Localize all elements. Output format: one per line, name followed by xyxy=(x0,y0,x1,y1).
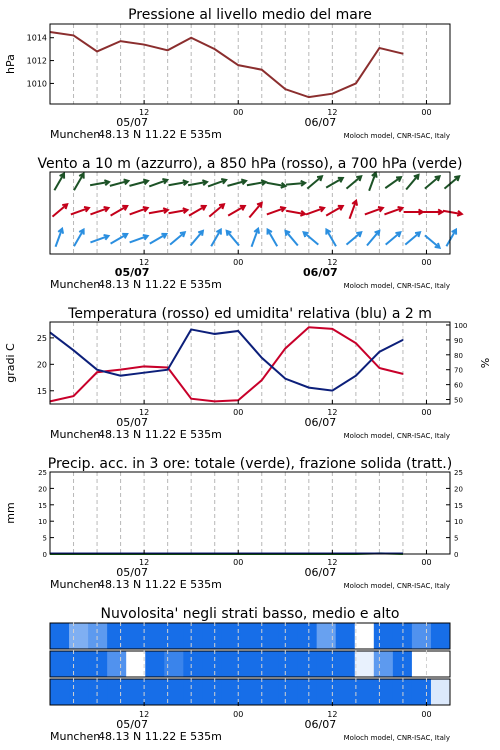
temp_rh-data-point xyxy=(96,369,97,370)
pressure-series-line xyxy=(50,32,403,97)
temp_rh-y2tick-label: 60 xyxy=(454,381,463,390)
wind-arrow xyxy=(169,208,188,213)
wind-arrow xyxy=(74,230,84,247)
pressure-data-point xyxy=(355,83,356,84)
clouds-cell xyxy=(374,679,394,705)
temp_rh-data-point xyxy=(96,372,97,373)
clouds-cell xyxy=(336,679,356,705)
precip-xtick-label: 12 xyxy=(327,558,338,567)
clouds-cell xyxy=(88,623,108,649)
temp_rh-date-label: 06/07 xyxy=(304,416,337,429)
pressure-data-point xyxy=(191,37,192,38)
temp_rh-data-point xyxy=(332,328,333,329)
wind-arrow xyxy=(170,232,185,244)
clouds-cell xyxy=(260,679,280,705)
precip-ytick-label: 15 xyxy=(38,501,47,510)
clouds-location-name: Munchen xyxy=(50,730,101,743)
wind-arrow xyxy=(286,211,305,216)
temp_rh-y2tick-label: 70 xyxy=(454,366,463,375)
clouds-xtick-label: 00 xyxy=(421,710,432,719)
pressure-ytick-label: 1014 xyxy=(26,33,47,43)
precip-frame xyxy=(50,472,450,554)
wind-arrow xyxy=(444,176,459,188)
wind-arrow xyxy=(208,179,226,187)
clouds-cell xyxy=(317,623,337,649)
clouds-cell xyxy=(412,623,432,649)
precip-ylabel: mm xyxy=(4,502,17,524)
temp_rh-data-point xyxy=(332,390,333,391)
wind-title: Vento a 10 m (azzurro), a 850 hPa (rosso), a 700 hPa (verde) xyxy=(37,156,463,172)
temp_rh-xtick-label: 12 xyxy=(327,408,338,417)
temp_rh-data-point xyxy=(402,373,403,374)
precip-title: Precip. acc. in 3 ore: totale (verde), frazione solida (tratt.) xyxy=(47,456,453,472)
wind-arrow-shaft xyxy=(249,203,261,218)
temp_rh-ytick-label: 25 xyxy=(36,333,47,343)
temp_rh-data-point xyxy=(167,369,168,370)
pressure-frame xyxy=(50,24,450,104)
pressure-data-point xyxy=(214,49,215,50)
clouds-cell xyxy=(431,623,451,649)
wind-arrow-shaft xyxy=(170,232,185,244)
wind-arrow xyxy=(129,180,148,186)
temp_rh-y2tick-label: 100 xyxy=(454,321,468,330)
temp_rh-data-point xyxy=(214,333,215,334)
wind-arrow xyxy=(268,230,278,247)
clouds-cell xyxy=(126,651,146,677)
wind-arrow xyxy=(227,180,246,186)
clouds-cell xyxy=(279,651,299,677)
wind-arrow-shaft xyxy=(425,176,440,188)
precip-xtick-label: 12 xyxy=(139,558,150,567)
wind-arrow xyxy=(267,183,286,188)
wind-location-coords: 48.13 N 11.22 E 535m xyxy=(98,278,222,291)
temp_rh-data-point xyxy=(308,387,309,388)
wind-arrow xyxy=(110,180,129,186)
clouds-cell xyxy=(69,623,89,649)
wind-arrow-shaft xyxy=(346,176,361,188)
wind-location-name: Munchen xyxy=(50,278,101,291)
wind-arrow-shaft xyxy=(227,231,239,246)
wind-arrow xyxy=(425,176,440,188)
clouds-cell xyxy=(240,679,260,705)
wind-arrow xyxy=(169,180,188,185)
wind-xtick-label: 12 xyxy=(327,258,338,267)
pressure-data-point xyxy=(167,50,168,51)
clouds-cell xyxy=(183,679,203,705)
clouds-cell xyxy=(69,679,89,705)
temp_rh-y2tick-label: 90 xyxy=(454,336,463,345)
wind-arrow-shaft xyxy=(211,230,221,247)
wind-arrow-shaft xyxy=(74,230,84,247)
clouds-cell xyxy=(431,651,451,677)
clouds-xtick-label: 00 xyxy=(233,710,244,719)
clouds-cell xyxy=(355,651,375,677)
clouds-cell xyxy=(374,623,394,649)
pressure-data-point xyxy=(144,44,145,45)
pressure-xtick-label: 12 xyxy=(139,108,150,117)
wind-xtick-label: 12 xyxy=(139,258,150,267)
wind-arrow-shaft xyxy=(209,204,224,216)
temp_rh-series-line xyxy=(50,327,403,401)
clouds-cell xyxy=(279,679,299,705)
clouds-cell xyxy=(145,651,165,677)
pressure-data-point xyxy=(285,89,286,90)
temp_rh-data-point xyxy=(379,351,380,352)
temp_rh-ytick-label: 20 xyxy=(36,360,47,370)
clouds-location-coords: 48.13 N 11.22 E 535m xyxy=(98,730,222,743)
wind-xtick-label: 00 xyxy=(233,258,244,267)
wind-arrow-shaft xyxy=(228,206,245,216)
temp_rh-data-point xyxy=(308,327,309,328)
pressure-data-point xyxy=(120,41,121,42)
clouds-cell xyxy=(202,651,222,677)
clouds-cell xyxy=(107,651,127,677)
clouds-cell xyxy=(431,679,451,705)
wind-arrow xyxy=(111,234,128,244)
precip-y2tick-label: 0 xyxy=(454,551,459,559)
precip-xtick-label: 00 xyxy=(421,558,432,567)
clouds-cell xyxy=(69,651,89,677)
wind-arrow xyxy=(149,179,167,187)
clouds-xtick-label: 12 xyxy=(327,710,338,719)
clouds-cell xyxy=(336,623,356,649)
clouds-cell xyxy=(88,651,108,677)
pressure-data-point xyxy=(96,51,97,52)
wind-arrow xyxy=(304,232,319,244)
clouds-cell xyxy=(355,679,375,705)
precip-y2tick-label: 5 xyxy=(454,534,459,543)
clouds-cell xyxy=(260,623,280,649)
temp_rh-data-point xyxy=(191,329,192,330)
clouds-cell xyxy=(240,623,260,649)
wind-arrow-shaft xyxy=(74,174,84,191)
pressure-xtick-label: 12 xyxy=(327,108,338,117)
wind-arrow xyxy=(227,231,239,246)
clouds-cell xyxy=(355,623,375,649)
wind-arrow xyxy=(191,231,203,246)
pressure-ytick-label: 1010 xyxy=(26,79,47,89)
clouds-cell xyxy=(317,679,337,705)
precip-model-credit: Moloch model, CNR-ISAC, Italy xyxy=(343,582,450,590)
wind-date-label: 06/07 xyxy=(303,266,338,279)
temp_rh-xtick-label: 00 xyxy=(421,408,432,417)
precip-ytick-label: 20 xyxy=(38,485,47,494)
temp_rh-date-label: 05/07 xyxy=(116,416,148,429)
precip-date-label: 05/07 xyxy=(116,566,148,579)
wind-arrow xyxy=(369,173,377,191)
clouds-cell xyxy=(88,679,108,705)
clouds-cell xyxy=(183,623,203,649)
precip-ytick-label: 10 xyxy=(38,518,47,527)
wind-arrow xyxy=(365,207,383,215)
temp_rh-data-point xyxy=(120,375,121,376)
wind-arrow-shaft xyxy=(386,232,401,244)
wind-arrow-shaft xyxy=(367,231,379,246)
precip-ytick-label: 0 xyxy=(42,551,47,559)
wind-arrow xyxy=(228,206,245,216)
pressure-data-point xyxy=(261,69,262,70)
clouds-xtick-label: 12 xyxy=(139,710,150,719)
wind-arrow-shaft xyxy=(444,176,459,188)
wind-arrow xyxy=(252,229,260,247)
temp_rh-data-point xyxy=(285,378,286,379)
pressure-data-point xyxy=(379,47,380,48)
wind-arrow-shaft xyxy=(326,178,343,188)
precip-y2tick-label: 10 xyxy=(454,518,463,527)
clouds-cell xyxy=(50,679,70,705)
clouds-cell xyxy=(50,651,70,677)
pressure-location-coords: 48.13 N 11.22 E 535m xyxy=(98,128,222,141)
temp_rh-data-point xyxy=(285,348,286,349)
precip-y2tick-label: 20 xyxy=(454,485,463,494)
clouds-cell xyxy=(412,651,432,677)
clouds-cell xyxy=(374,651,394,677)
temp_rh-ytick-label: 15 xyxy=(36,386,47,396)
wind-arrow xyxy=(425,235,440,247)
precip-location-coords: 48.13 N 11.22 E 535m xyxy=(98,578,222,591)
wind-arrow-shaft xyxy=(191,231,203,246)
wind-arrow xyxy=(247,180,266,185)
clouds-cell xyxy=(298,679,318,705)
pressure-xtick-label: 00 xyxy=(421,108,432,117)
wind-arrow xyxy=(346,232,361,244)
wind-xtick-label: 00 xyxy=(421,258,432,267)
clouds-cell xyxy=(298,623,318,649)
pressure-model-credit: Moloch model, CNR-ISAC, Italy xyxy=(343,132,450,140)
temp_rh-data-point xyxy=(120,369,121,370)
temp_rh-xtick-label: 12 xyxy=(139,408,150,417)
temp_rh-location-coords: 48.13 N 11.22 E 535m xyxy=(98,428,222,441)
temp_rh-title: Temperatura (rosso) ed umidita' relativa (blu) a 2 m xyxy=(68,306,432,322)
temp_rh-data-point xyxy=(261,380,262,381)
wind-arrow xyxy=(286,181,305,186)
wind-arrow xyxy=(367,231,379,246)
wind-arrow-shaft xyxy=(326,206,343,216)
precip-location-name: Munchen xyxy=(50,578,101,591)
wind-arrow xyxy=(326,206,343,216)
temp_rh-ylabel: gradi C xyxy=(4,343,17,383)
pressure-title: Pressione al livello medio del mare xyxy=(128,7,372,23)
wind-arrow xyxy=(149,208,168,213)
wind-arrow-shaft xyxy=(268,230,278,247)
wind-arrow-shaft xyxy=(385,177,401,188)
clouds-model-credit: Moloch model, CNR-ISAC, Italy xyxy=(343,734,450,742)
wind-arrow xyxy=(211,230,221,247)
wind-arrow xyxy=(249,203,261,218)
wind-arrow xyxy=(446,230,456,247)
wind-arrow-shaft xyxy=(446,230,456,247)
wind-arrow xyxy=(385,177,401,188)
wind-arrow-shaft xyxy=(111,206,128,216)
wind-arrow xyxy=(307,176,322,188)
temp_rh-data-point xyxy=(73,395,74,396)
temp_rh-data-point xyxy=(191,398,192,399)
wind-arrow xyxy=(386,232,401,244)
wind-arrow xyxy=(326,230,336,247)
wind-arrow-shaft xyxy=(54,174,64,191)
clouds-cell xyxy=(240,651,260,677)
temp_rh-data-point xyxy=(214,401,215,402)
clouds-cell xyxy=(260,651,280,677)
pressure-ytick-label: 1012 xyxy=(26,56,47,66)
wind-arrow-shaft xyxy=(425,235,440,247)
clouds-cell xyxy=(126,679,146,705)
wind-arrow xyxy=(267,207,285,215)
temp_rh-data-point xyxy=(379,367,380,368)
clouds-cell xyxy=(145,679,165,705)
temp_rh-data-point xyxy=(144,366,145,367)
precip-ytick-label: 25 xyxy=(38,469,47,477)
pressure-data-point xyxy=(308,97,309,98)
wind-arrow xyxy=(111,206,128,216)
wind-arrow-shaft xyxy=(405,232,420,244)
clouds-cell xyxy=(107,679,127,705)
temp_rh-y2label: % xyxy=(479,357,492,369)
temp_rh-data-point xyxy=(238,330,239,331)
temp_rh-data-point xyxy=(355,375,356,376)
clouds-cell xyxy=(50,623,70,649)
wind-arrow-shaft xyxy=(307,176,322,188)
pressure-xtick-label: 00 xyxy=(233,108,244,117)
precip-xtick-label: 00 xyxy=(233,558,244,567)
temp_rh-data-point xyxy=(144,372,145,373)
temp_rh-y2tick-label: 50 xyxy=(454,396,463,405)
wind-arrow-shaft xyxy=(326,230,336,247)
pressure-data-point xyxy=(402,53,403,54)
wind-arrow xyxy=(130,235,148,243)
clouds-cell xyxy=(298,651,318,677)
wind-arrow xyxy=(405,232,420,244)
wind-arrow xyxy=(150,234,167,244)
wind-date-label: 05/07 xyxy=(114,266,150,279)
wind-arrow-shaft xyxy=(52,204,67,216)
wind-arrow xyxy=(406,175,418,190)
wind-arrow xyxy=(56,229,64,247)
wind-arrow xyxy=(52,204,67,216)
pressure-data-point xyxy=(332,93,333,94)
wind-arrow xyxy=(130,207,148,215)
wind-arrow xyxy=(209,204,224,216)
wind-model-credit: Moloch model, CNR-ISAC, Italy xyxy=(343,282,450,290)
clouds-cell xyxy=(145,623,165,649)
precip-ytick-label: 5 xyxy=(42,534,47,543)
clouds-cell xyxy=(202,623,222,649)
pressure-data-point xyxy=(238,65,239,66)
wind-arrow xyxy=(285,231,297,246)
wind-arrow xyxy=(90,207,108,215)
temp_rh-xtick-label: 00 xyxy=(233,408,244,417)
precip-date-label: 06/07 xyxy=(304,566,337,579)
clouds-cell xyxy=(317,651,337,677)
temp_rh-frame xyxy=(50,322,450,404)
temp_rh-model-credit: Moloch model, CNR-ISAC, Italy xyxy=(343,432,450,440)
clouds-cell xyxy=(336,651,356,677)
wind-arrow xyxy=(384,207,402,215)
wind-arrow xyxy=(346,176,361,188)
wind-arrow xyxy=(74,174,84,191)
wind-arrow xyxy=(90,235,108,243)
precip-y2tick-label: 15 xyxy=(454,501,463,510)
pressure-location-name: Munchen xyxy=(50,128,101,141)
wind-arrow xyxy=(54,174,64,191)
clouds-cell xyxy=(202,679,222,705)
wind-arrow-shaft xyxy=(304,232,319,244)
clouds-cell xyxy=(183,651,203,677)
wind-arrow xyxy=(404,209,423,214)
clouds-cell xyxy=(279,623,299,649)
clouds-cell xyxy=(412,679,432,705)
temp_rh-data-point xyxy=(73,350,74,351)
wind-arrow xyxy=(326,178,343,188)
temp_rh-data-point xyxy=(402,339,403,340)
pressure-data-point xyxy=(73,35,74,36)
temp_rh-y2tick-label: 80 xyxy=(454,351,463,360)
clouds-date-label: 05/07 xyxy=(116,718,148,731)
wind-arrow-shaft xyxy=(285,231,297,246)
temp_rh-location-name: Munchen xyxy=(50,428,101,441)
wind-arrow-shaft xyxy=(406,175,418,190)
wind-arrow xyxy=(90,180,109,185)
clouds-cell xyxy=(107,623,127,649)
wind-arrow-shaft xyxy=(111,234,128,244)
pressure-date-label: 06/07 xyxy=(304,116,337,129)
pressure-date-label: 05/07 xyxy=(116,116,148,129)
clouds-title: Nuvolosita' negli strati basso, medio e alto xyxy=(100,606,400,622)
wind-arrow-shaft xyxy=(346,232,361,244)
clouds-date-label: 06/07 xyxy=(304,718,337,731)
temp_rh-data-point xyxy=(355,343,356,344)
pressure-ylabel: hPa xyxy=(4,54,17,74)
precip-y2tick-label: 25 xyxy=(454,469,463,477)
wind-arrow xyxy=(443,211,462,216)
clouds-cell xyxy=(126,623,146,649)
temp_rh-data-point xyxy=(261,357,262,358)
wind-arrow-shaft xyxy=(150,234,167,244)
